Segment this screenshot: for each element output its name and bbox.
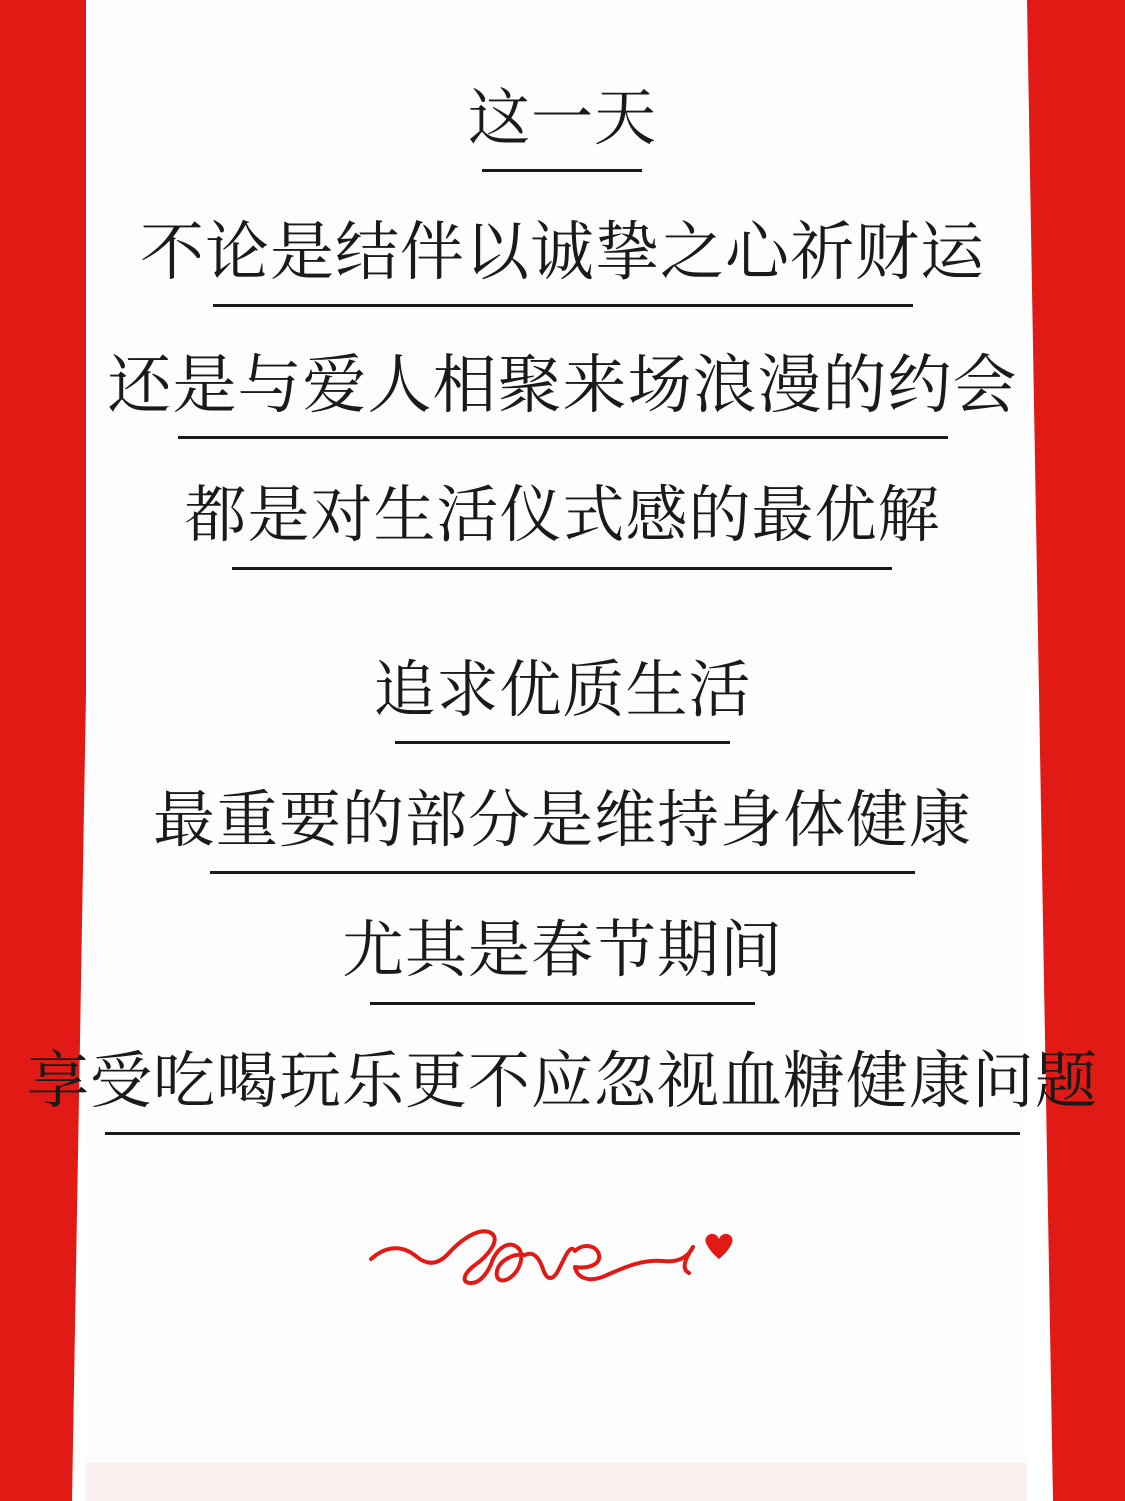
poster-line-1 bbox=[140, 216, 985, 307]
poster-line-1-text: 不论是结伴以诚挚之心祈财运 bbox=[140, 217, 985, 289]
line-1-underline bbox=[213, 304, 913, 307]
line-4-underline bbox=[395, 741, 730, 744]
line-3-underline bbox=[232, 567, 892, 570]
poster-line-2-text: 还是与爱人相聚来场浪漫的约会 bbox=[107, 349, 1018, 421]
poster-line-7 bbox=[27, 1047, 1098, 1135]
footer-strip bbox=[86, 1463, 1027, 1501]
line-7-underline bbox=[105, 1132, 1020, 1135]
line-6-underline bbox=[370, 1002, 755, 1005]
poster-line-6-text: 尤其是春节期间 bbox=[341, 917, 783, 986]
poster-line-5 bbox=[153, 786, 972, 874]
poster-heading bbox=[468, 84, 657, 172]
poster-line-4-text: 追求优质生活 bbox=[373, 656, 752, 725]
heading-underline bbox=[482, 169, 642, 172]
poster-line-2 bbox=[108, 349, 1018, 440]
love-script-signature-icon bbox=[363, 1197, 763, 1307]
line-2-underline bbox=[178, 436, 948, 439]
poster-heading-text: 这一天 bbox=[467, 85, 657, 153]
line-5-underline bbox=[210, 871, 915, 874]
poster-line-3 bbox=[184, 481, 940, 569]
poster-line-3-text: 都是对生活仪式感的最优解 bbox=[184, 482, 941, 551]
poster-line-4 bbox=[373, 656, 751, 744]
poster-line-5-text: 最重要的部分是维持身体健康 bbox=[152, 787, 972, 856]
poster-line-7-text: 享受吃喝玩乐更不应忽视血糖健康问题 bbox=[26, 1047, 1098, 1116]
poster-line-6 bbox=[342, 916, 783, 1004]
